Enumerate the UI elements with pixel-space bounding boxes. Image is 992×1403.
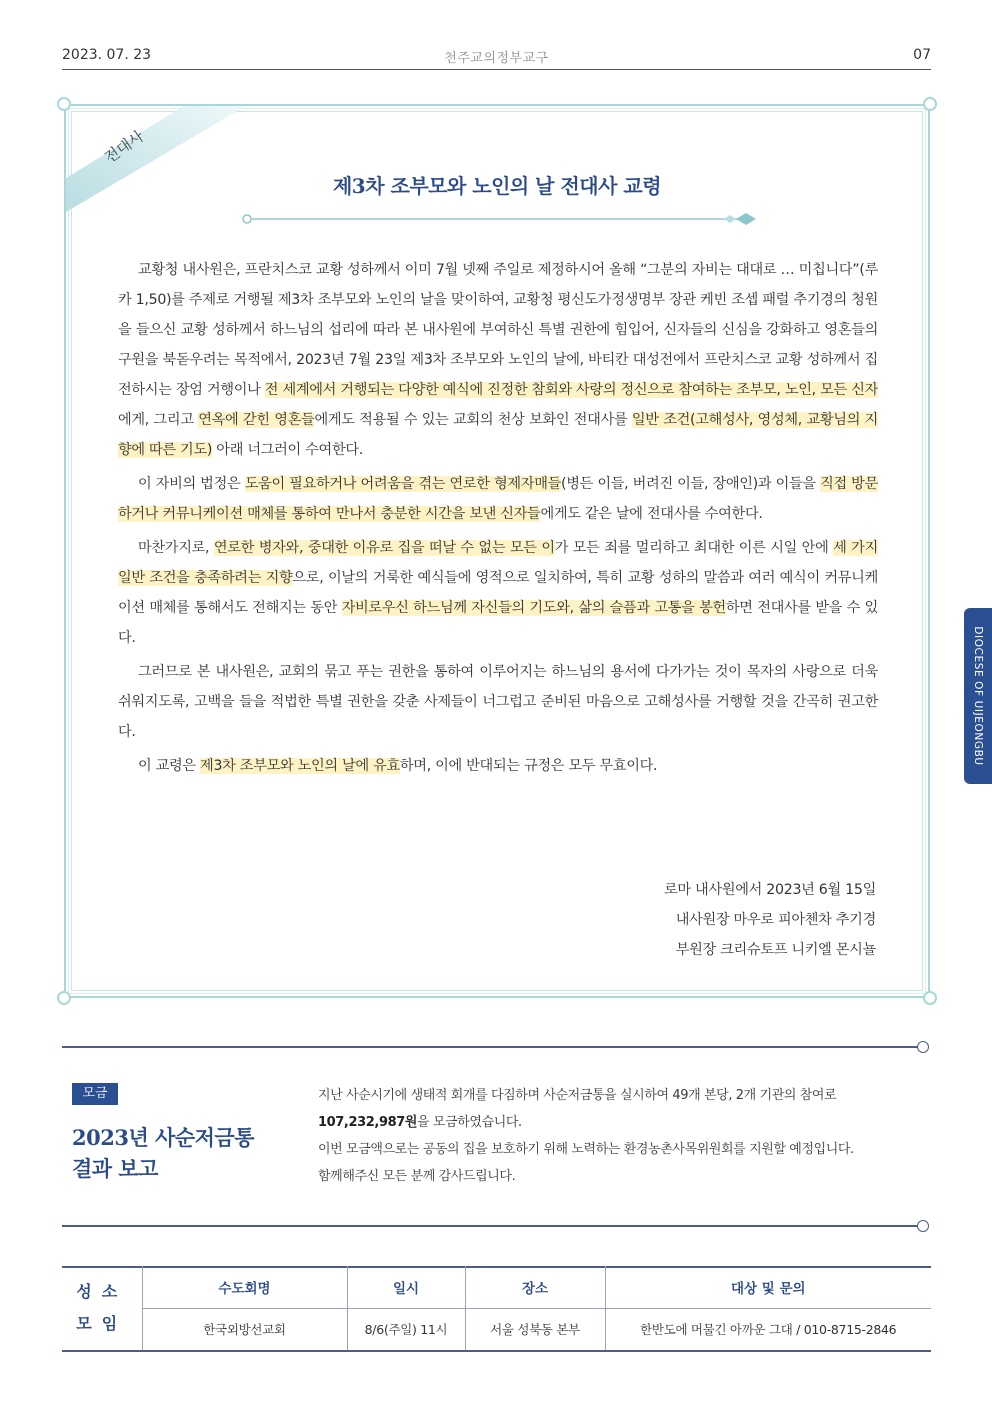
collection-title: 2023년 사순저금통 결과 보고 bbox=[72, 1125, 254, 1181]
article-body bbox=[118, 255, 878, 785]
divider-circle bbox=[917, 1041, 929, 1053]
table-row bbox=[62, 1308, 931, 1350]
column-header: 장소 bbox=[465, 1266, 605, 1308]
frame-corner-ornament bbox=[923, 991, 937, 1005]
highlight: 전 세계에서 거행되는 다양한 예식에 진정한 참회와 사랑의 정신으로 참여하는 조부모, 노인, 모든 신자 bbox=[264, 382, 879, 398]
column-header: 일시 bbox=[347, 1266, 465, 1308]
paragraph-2: 이 자비의 법정은 도움이 필요하거나 어려움을 겪는 연로한 형제자매들(병든 이들, 버려진 이들, 장애인)과 이들을 직접 방문하거나 커뮤니케이션 매체를 통하여 만나서 충분한 시간을 보낸 신자들에게도 같은 날에 전대사를 수여한다. bbox=[118, 476, 878, 522]
article-title: 제3차 조부모와 노인의 날 전대사 교령 bbox=[332, 174, 662, 198]
highlight: 도움이 필요하거나 어려움을 겪는 연로한 형제자매들 bbox=[244, 476, 562, 492]
sign-place-date: 로마 내사원에서 2023년 6월 15일 bbox=[664, 882, 876, 898]
highlight: 제3차 조부모와 노인의 날에 유효 bbox=[200, 758, 400, 774]
issue-date: 2023. 07. 23 bbox=[62, 47, 152, 63]
table-cell: 8/6(주일) 11시 bbox=[347, 1308, 465, 1350]
diocese-side-tab bbox=[964, 608, 992, 784]
vocation-schedule-table bbox=[62, 1266, 931, 1350]
collection-amount: 107,232,987원 bbox=[318, 1115, 418, 1130]
table-cell: 한반도에 머물긴 아까운 그대 / 010-8715-2846 bbox=[605, 1308, 931, 1350]
highlight: 세 가지 일반 조건을 충족하려는 지향 bbox=[118, 540, 878, 586]
section-divider bbox=[62, 1225, 918, 1227]
table-cell: 서울 성북동 본부 bbox=[465, 1308, 605, 1350]
signature-block bbox=[664, 875, 876, 965]
page-header bbox=[62, 44, 931, 70]
page-number: 07 bbox=[913, 47, 931, 63]
sign-regent: 부원장 크리슈토프 니키엘 몬시뇰 bbox=[675, 942, 876, 958]
paragraph-1: 교황청 내사원은, 프란치스코 교황 성하께서 이미 7월 넷째 주일로 제정하시어 올해 “그분의 자비는 대대로 … 미칩니다”(루카 1,50)를 주제로 거행될 제3차 조부모와 노인의 날을 맞이하여, 교황청 평신도가정생명부 장관 케빈 조셉 패럴 추기경의 청원을 들으신 교황 성하께서 하느님의 섭리에 따라 본 내사원에 부여하신 특별 권한에 힘입어, 신자들의 신심을 강화하고 영혼들의 구원을 북돋우려는 목적에서, 2023년 7월 23일 제3차 조부모와 노인의 날에, 바티칸 대성전에서 프란치스코 교황 성하께서 집전하시는 장엄 거행이나 전 세계에서 거행되는 다양한 예식에 진정한 참회와 사랑의 정신으로 참여하는 조부모, 노인, 모든 신자에게, 그리고 연옥에 갇힌 영혼들에게도 적용될 수 있는 교회의 천상 보화인 전대사를 일반 조건(고해성사, 영성체, 교황님의 지향에 따른 기도) 아래 너그러이 수여한다. bbox=[118, 262, 879, 458]
title-divider-ornament bbox=[240, 208, 762, 230]
collection-text: 지난 사순시기에 생태적 회개를 다짐하며 사순저금통을 실시하여 49개 본당, 2개 기관의 참여로 107,232,987원을 모금하였습니다. 이번 모금액으로는 공동의 집을 보호하기 위해 노력하는 환경농촌사목위원회를 지원할 예정입니다. 함께해주신 모든 분께 감사드립니다. bbox=[318, 1088, 854, 1184]
category-label: 전대사 bbox=[101, 127, 148, 167]
paragraph-4: 그러므로 본 내사원은, 교회의 묶고 푸는 권한을 통하여 이루어지는 하느님의 용서에 다가가는 것이 목자의 사랑으로 더욱 쉬워지도록, 고백을 들을 적법한 특별 권한을 갖춘 사제들이 너그럽고 준비된 마음으로 고해성사를 거행할 것을 간곡히 권고한다. bbox=[118, 664, 878, 740]
publication-name: 천주교의정부교구 bbox=[444, 51, 549, 66]
schedule-bottom-rule bbox=[62, 1350, 931, 1352]
divider-circle bbox=[917, 1220, 929, 1232]
highlight: 연옥에 갇힌 영혼들 bbox=[198, 412, 315, 428]
column-header: 수도회명 bbox=[142, 1266, 347, 1308]
side-tab-label: DIOCESE OF UIJEONGBU bbox=[972, 626, 984, 766]
section-divider bbox=[62, 1046, 918, 1048]
sign-prefect: 내사원장 마우로 피아첸차 추기경 bbox=[675, 912, 876, 928]
frame-corner-ornament bbox=[57, 991, 71, 1005]
highlight: 직접 방문하거나 커뮤니케이션 매체를 통하여 만나서 충분한 시간을 보낸 신자들 bbox=[118, 476, 878, 522]
highlight: 자비로우신 하느님께 자신들의 기도와, 삶의 슬픔과 고통을 봉헌 bbox=[341, 600, 726, 616]
highlight: 연로한 병자와, 중대한 이유로 집을 떠날 수 없는 모든 이 bbox=[213, 540, 555, 556]
table-header-row bbox=[62, 1266, 931, 1308]
paragraph-5: 이 교령은 제3차 조부모와 노인의 날에 유효하며, 이에 반대되는 규정은 모두 무효이다. bbox=[138, 758, 658, 774]
collection-tag: 모금 bbox=[72, 1083, 118, 1105]
column-header: 대상 및 문의 bbox=[605, 1266, 931, 1308]
frame-corner-ornament bbox=[923, 97, 937, 111]
paragraph-3: 마찬가지로, 연로한 병자와, 중대한 이유로 집을 떠날 수 없는 모든 이가 모든 죄를 멀리하고 최대한 이른 시일 안에 세 가지 일반 조건을 충족하려는 지향으로, 이날의 거룩한 예식들에 영적으로 일치하여, 특히 교황 성하의 말씀과 여러 예식이 커뮤니케이션 매체를 통해서도 전해지는 동안 자비로우신 하느님께 자신들의 기도와, 삶의 슬픔과 고통을 봉헌하면 전대사를 받을 수 있다. bbox=[118, 540, 878, 646]
highlight: 일반 조건(고해성사, 영성체, 교황님의 지향에 따른 기도) bbox=[118, 412, 878, 458]
schedule-label: 성소 모임 bbox=[76, 1282, 128, 1333]
table-cell: 한국외방선교회 bbox=[142, 1308, 347, 1350]
